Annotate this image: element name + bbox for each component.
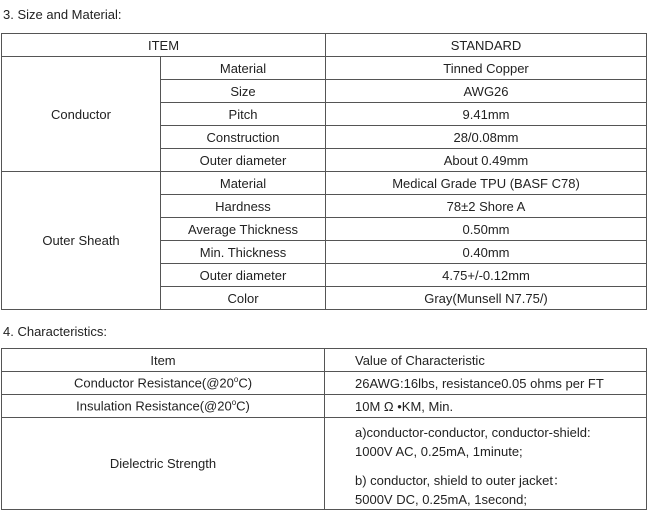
header-item: ITEM (2, 34, 326, 57)
table-row (2, 172, 647, 195)
item-unit: C) (236, 398, 250, 414)
standard-cell: About 0.49mm (326, 149, 647, 172)
table-row (2, 372, 647, 395)
group-label: Conductor (2, 57, 161, 172)
table-header-row (2, 349, 647, 372)
item-text: Insulation Resistance(@20 (76, 398, 232, 414)
value-line: 5000V DC, 0.25mA, 1second; (355, 492, 527, 507)
attribute-cell: Material (161, 57, 326, 80)
value-line: 1000V AC, 0.25mA, 1minute; (355, 444, 523, 459)
size-material-table (1, 33, 647, 310)
header-standard: STANDARD (326, 34, 647, 57)
table-row (2, 418, 647, 510)
characteristic-value (325, 418, 647, 510)
standard-cell: Medical Grade TPU (BASF C78) (326, 172, 647, 195)
characteristic-value: 10M Ω •KM, Min. (325, 395, 647, 418)
standard-cell: 9.41mm (326, 103, 647, 126)
item-text: Conductor Resistance(@20 (73, 375, 234, 391)
attribute-cell: Average Thickness (161, 218, 326, 241)
table-row (2, 395, 647, 418)
standard-cell: 78±2 Shore A (326, 195, 647, 218)
attribute-cell: Min. Thickness (161, 241, 326, 264)
section-4-heading: 4. Characteristics: (3, 324, 108, 339)
line-gap (355, 461, 646, 471)
attribute-cell: Outer diameter (161, 264, 326, 287)
standard-cell: 28/0.08mm (326, 126, 647, 149)
value-line: a)conductor-conductor, conductor-shield: (355, 425, 591, 440)
degree-mark: o (231, 398, 237, 408)
attribute-cell: Size (161, 80, 326, 103)
characteristic-item: Dielectric Strength (2, 418, 325, 510)
characteristics-table (1, 348, 647, 510)
characteristic-value: 26AWG:16lbs, resistance0.05 ohms per FT (325, 372, 647, 395)
attribute-cell: Hardness (161, 195, 326, 218)
attribute-cell: Pitch (161, 103, 326, 126)
attribute-cell: Color (161, 287, 326, 310)
standard-cell: 4.75+/-0.12mm (326, 264, 647, 287)
characteristic-item (2, 395, 325, 418)
characteristic-item (2, 372, 325, 395)
table-header-row (2, 34, 647, 57)
item-unit: C) (238, 375, 253, 391)
degree-mark: o (233, 375, 239, 385)
attribute-cell: Material (161, 172, 326, 195)
standard-cell: Gray(Munsell N7.75/) (326, 287, 647, 310)
table-row (2, 57, 647, 80)
header-item: Item (2, 349, 325, 372)
group-label: Outer Sheath (2, 172, 161, 310)
attribute-cell: Outer diameter (161, 149, 326, 172)
attribute-cell: Construction (161, 126, 326, 149)
standard-cell: AWG26 (326, 80, 647, 103)
header-value: Value of Characteristic (325, 349, 647, 372)
standard-cell: 0.40mm (326, 241, 647, 264)
standard-cell: Tinned Copper (326, 57, 647, 80)
section-3-heading: 3. Size and Material: (3, 7, 122, 22)
value-line: b) conductor, shield to outer jacket： (355, 473, 567, 488)
standard-cell: 0.50mm (326, 218, 647, 241)
